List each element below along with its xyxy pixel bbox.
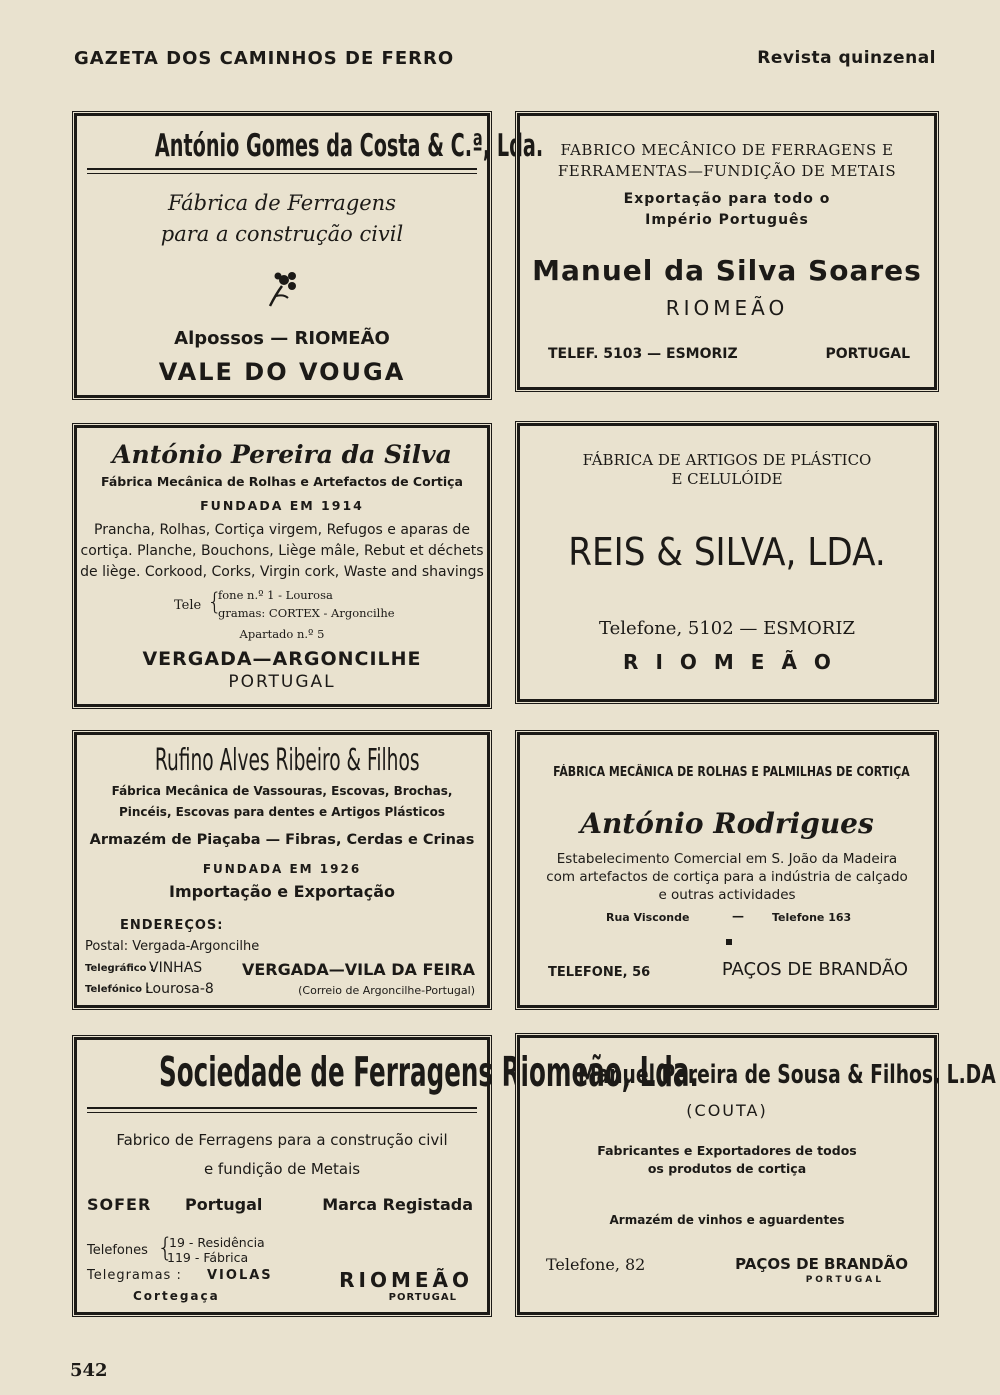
ad6-desc2: com artefactos de cortiça para a indústria de calçado: [546, 869, 908, 885]
ad1-company: António Gomes da Costa & C.ª, Lda.: [154, 128, 544, 164]
journal-title: GAZETA DOS CAMINHOS DE FERRO: [74, 48, 455, 69]
ad8-sub: (COUTA): [686, 1101, 768, 1120]
ad7-cortegaca: Cortegaça: [133, 1289, 220, 1303]
ad4-phone: Telefone, 5102 — ESMORIZ: [599, 618, 855, 639]
ad7-line2: e fundição de Metais: [203, 1160, 361, 1178]
ad7-tel2: 119 - Fábrica: [167, 1250, 249, 1265]
ad-antonio-rodrigues: [517, 732, 937, 1008]
ad5-company: Rufino Alves Ribeiro & Filhos: [154, 743, 420, 778]
ad1-line1: Fábrica de Ferragens: [168, 191, 396, 215]
ad5-enderecos: ENDEREÇOS:: [120, 918, 224, 933]
ad2-company: Manuel da Silva Soares: [532, 254, 922, 287]
ad-manuel-da-silva-soares: [517, 113, 937, 390]
ad-antonio-gomes-da-costa: [74, 113, 544, 398]
ad2-phone: TELEF. 5103 — ESMORIZ: [548, 346, 738, 362]
ad7-marca: Marca Registada: [322, 1195, 473, 1214]
ad6-rua: Rua Visconde: [606, 911, 690, 924]
ad5-telegrafico: VINHAS: [149, 960, 203, 976]
ad7-country: PORTUGAL: [388, 1292, 457, 1303]
ad1-rule-thin: [87, 173, 477, 174]
ad2-place: RIOMEÃO: [665, 296, 789, 320]
ad8-line1: Fabricantes e Exportadores de todos: [597, 1143, 857, 1158]
ad8-country: PORTUGAL: [805, 1275, 884, 1285]
ad3-country: PORTUGAL: [228, 672, 336, 692]
page-number: 542: [70, 1360, 108, 1381]
ad5-correio: (Correio de Argoncilhe-Portugal): [298, 984, 475, 997]
ad6-dash: —: [732, 909, 744, 923]
ad3-line1: Fábrica Mecânica de Rolhas e Artefactos de Cortiça: [101, 474, 463, 489]
ad6-company: António Rodrigues: [580, 807, 874, 840]
ad3-company: António Pereira da Silva: [112, 440, 452, 469]
ad3-desc1: Prancha, Rolhas, Cortiça virgem, Refugos e aparas de: [94, 522, 470, 538]
ad7-line1: Fabrico de Ferragens para a construção civil: [116, 1131, 448, 1149]
ad3-apartado: Apartado n.º 5: [239, 627, 325, 641]
ad5-telefonico: Lourosa-8: [145, 981, 214, 997]
ad7-telegramas: VIOLAS: [207, 1268, 273, 1283]
ad4-place: RIOMEÃO: [623, 650, 848, 674]
ad4-company: REIS & SILVA, LDA.: [568, 530, 886, 574]
ad1-flower-icon: [77, 268, 487, 314]
ad5-line3: Armazém de Piaçaba — Fibras, Cerdas e Crinas: [89, 832, 475, 848]
ad-rufino-alves-ribeiro: [74, 732, 490, 1008]
ad7-sofer: SOFER: [87, 1195, 152, 1214]
ad6-phone: TELEFONE, 56: [548, 965, 651, 980]
ad7-place: RIOMEÃO: [339, 1268, 473, 1292]
ad5-telegrafico-label: Telegráfico :: [85, 963, 155, 974]
ad-antonio-pereira-da-silva: [74, 425, 490, 707]
ad6-telefone: Telefone 163: [772, 911, 852, 924]
ad3-desc3: de liège. Corkood, Corks, Virgin cork, Waste and shavings: [80, 564, 484, 580]
ad3-founded: FUNDADA EM 1914: [200, 498, 364, 513]
ad3-place: VERGADA—ARGONCILHE: [142, 648, 422, 670]
ad7-telegramas-label: Telegramas :: [87, 1268, 182, 1283]
ad7-telefones: Telefones: [87, 1243, 148, 1258]
ad3-tele: Tele: [174, 598, 202, 613]
journal-subtitle: Revista quinzenal: [757, 48, 936, 68]
ad2-line1: FABRICO MECÂNICO DE FERRAGENS E: [560, 141, 894, 159]
ad8-place: PAÇOS DE BRANDÃO: [735, 1255, 908, 1273]
ad1-rule: [87, 168, 477, 170]
ad3-gramas: gramas: CORTEX - Argoncilhe: [218, 606, 395, 620]
ad5-line2: Pincéis, Escovas para dentes e Artigos Plásticos: [118, 805, 445, 819]
ad8-line2: os produtos de cortiça: [647, 1161, 807, 1176]
ad6-desc3: e outras actividades: [658, 887, 796, 903]
ad1-region: VALE DO VOUGA: [158, 358, 406, 386]
ad7-rule-thin: [87, 1112, 477, 1113]
ad-reis-e-silva: [517, 423, 937, 702]
ad7-company: Sociedade de Ferragens Riomeão, Lda.: [159, 1048, 699, 1096]
ad3-brace: {: [207, 588, 223, 616]
ad8-phone: Telefone, 82: [546, 1255, 646, 1274]
ad2-line4: Império Português: [645, 212, 809, 228]
ad7-brace: {: [157, 1233, 174, 1263]
ad2-country: PORTUGAL: [825, 346, 910, 362]
ad6-bullet: [726, 939, 732, 945]
ad3-desc2: cortiça. Planche, Bouchons, Liège mâle, Rebut et déchets: [80, 543, 484, 559]
ad3-fone: fone n.º 1 - Lourosa: [218, 588, 333, 602]
ad6-line1: FÁBRICA MECÂNICA DE ROLHAS E PALMILHAS DE CORTIÇA: [553, 765, 910, 780]
ad5-place: VERGADA—VILA DA FEIRA: [241, 960, 475, 979]
ad5-founded: FUNDADA EM 1926: [202, 862, 362, 876]
ad1-address: Alpossos — RIOMEÃO: [174, 328, 390, 349]
ad1-line2: para a construção civil: [160, 222, 404, 246]
ad6-place: PAÇOS DE BRANDÃO: [721, 959, 908, 980]
ad2-line3: Exportação para todo o: [623, 191, 831, 207]
ad6-desc1: Estabelecimento Comercial em S. João da Madeira: [556, 851, 898, 867]
ad5-line4: Importação e Exportação: [169, 882, 395, 901]
ad4-line2: E CELULÓIDE: [671, 470, 783, 488]
ad2-line2: FERRAMENTAS—FUNDIÇÃO DE METAIS: [557, 162, 897, 180]
ad8-company: Manuel Pereira de Sousa & Filhos, L.DA: [577, 1060, 996, 1090]
ad5-postal: Postal: Vergada-Argoncilhe: [85, 939, 260, 954]
ad8-line3: Armazém de vinhos e aguardentes: [609, 1213, 845, 1227]
ad4-line1: FÁBRICA DE ARTIGOS DE PLÁSTICO: [582, 451, 872, 469]
ad7-rule: [87, 1107, 477, 1109]
ad7-tel1: 19 - Residência: [169, 1235, 265, 1250]
ad-manuel-pereira-de-sousa: [517, 1035, 996, 1315]
ad5-telefonico-label: Telefónico :: [85, 984, 150, 995]
ad5-line1: Fábrica Mecânica de Vassouras, Escovas, Brochas,: [111, 784, 453, 798]
ad7-portugal: Portugal: [185, 1195, 263, 1214]
